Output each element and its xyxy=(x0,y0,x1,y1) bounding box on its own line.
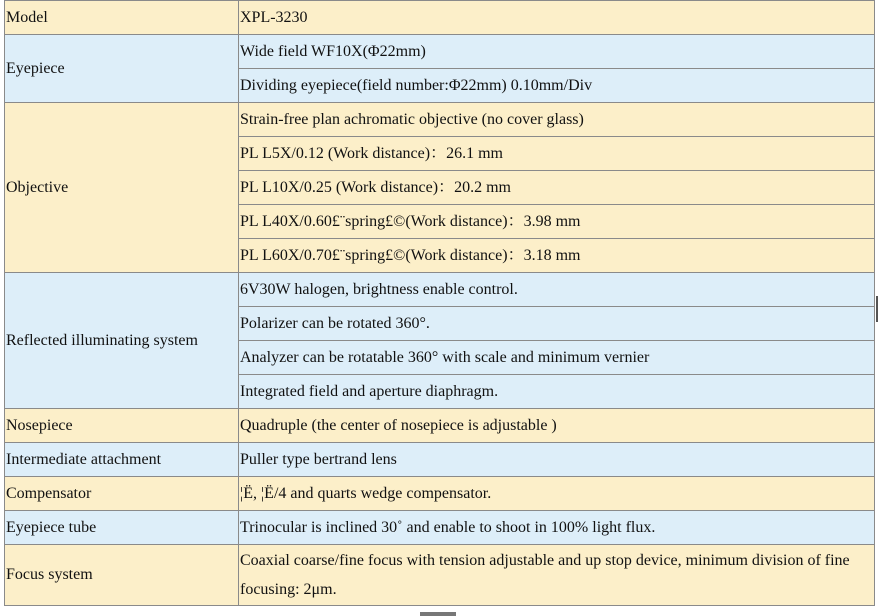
spec-value-objective-2: PL L5X/0.12 (Work distance)：26.1 mm xyxy=(239,137,875,171)
spec-value-compensator: ¦Ë, ¦Ë/4 and quarts wedge compensator. xyxy=(239,477,875,511)
spec-label-reflected-illuminating-system: Reflected illuminating system xyxy=(5,273,239,409)
spec-value-eyepiece-1: Wide field WF10X(Φ22mm) xyxy=(239,35,875,69)
spec-value-focus-system: Coaxial coarse/fine focus with tension adjustable and up stop device, minimum division of fine focusing: 2μm. xyxy=(239,545,875,606)
spec-value-illumination-1: 6V30W halogen, brightness enable control. xyxy=(239,273,875,307)
spec-value-illumination-3: Analyzer can be rotatable 360° with scale and minimum vernier xyxy=(239,341,875,375)
spec-value-objective-5: PL L60X/0.70£¨spring£©(Work distance)：3.18 mm xyxy=(239,239,875,273)
spec-value-illumination-2: Polarizer can be rotated 360°. xyxy=(239,307,875,341)
spec-label-focus-system: Focus system xyxy=(5,545,239,606)
spec-value-eyepiece-tube: Trinocular is inclined 30˚ and enable to shoot in 100% light flux. xyxy=(239,511,875,545)
spec-value-objective-1: Strain-free plan achromatic objective (no cover glass) xyxy=(239,103,875,137)
spec-table xyxy=(4,0,875,606)
spec-value-intermediate-attachment: Puller type bertrand lens xyxy=(239,443,875,477)
spec-label-intermediate-attachment: Intermediate attachment xyxy=(5,443,239,477)
spec-label-objective: Objective xyxy=(5,103,239,273)
spec-label-eyepiece: Eyepiece xyxy=(5,35,239,103)
spec-label-eyepiece-tube: Eyepiece tube xyxy=(5,511,239,545)
scroll-indicator xyxy=(420,612,456,616)
spec-value-illumination-4: Integrated field and aperture diaphragm. xyxy=(239,375,875,409)
spec-label-model: Model xyxy=(5,1,239,35)
spec-value-objective-3: PL L10X/0.25 (Work distance)：20.2 mm xyxy=(239,171,875,205)
spec-label-nosepiece: Nosepiece xyxy=(5,409,239,443)
spec-label-compensator: Compensator xyxy=(5,477,239,511)
text-cursor-icon xyxy=(876,296,878,322)
spec-value-eyepiece-2: Dividing eyepiece(field number:Φ22mm) 0.10mm/Div xyxy=(239,69,875,103)
spec-value-nosepiece: Quadruple (the center of nosepiece is adjustable ) xyxy=(239,409,875,443)
spec-value-model: XPL-3230 xyxy=(239,1,875,35)
spec-value-objective-4: PL L40X/0.60£¨spring£©(Work distance)：3.98 mm xyxy=(239,205,875,239)
